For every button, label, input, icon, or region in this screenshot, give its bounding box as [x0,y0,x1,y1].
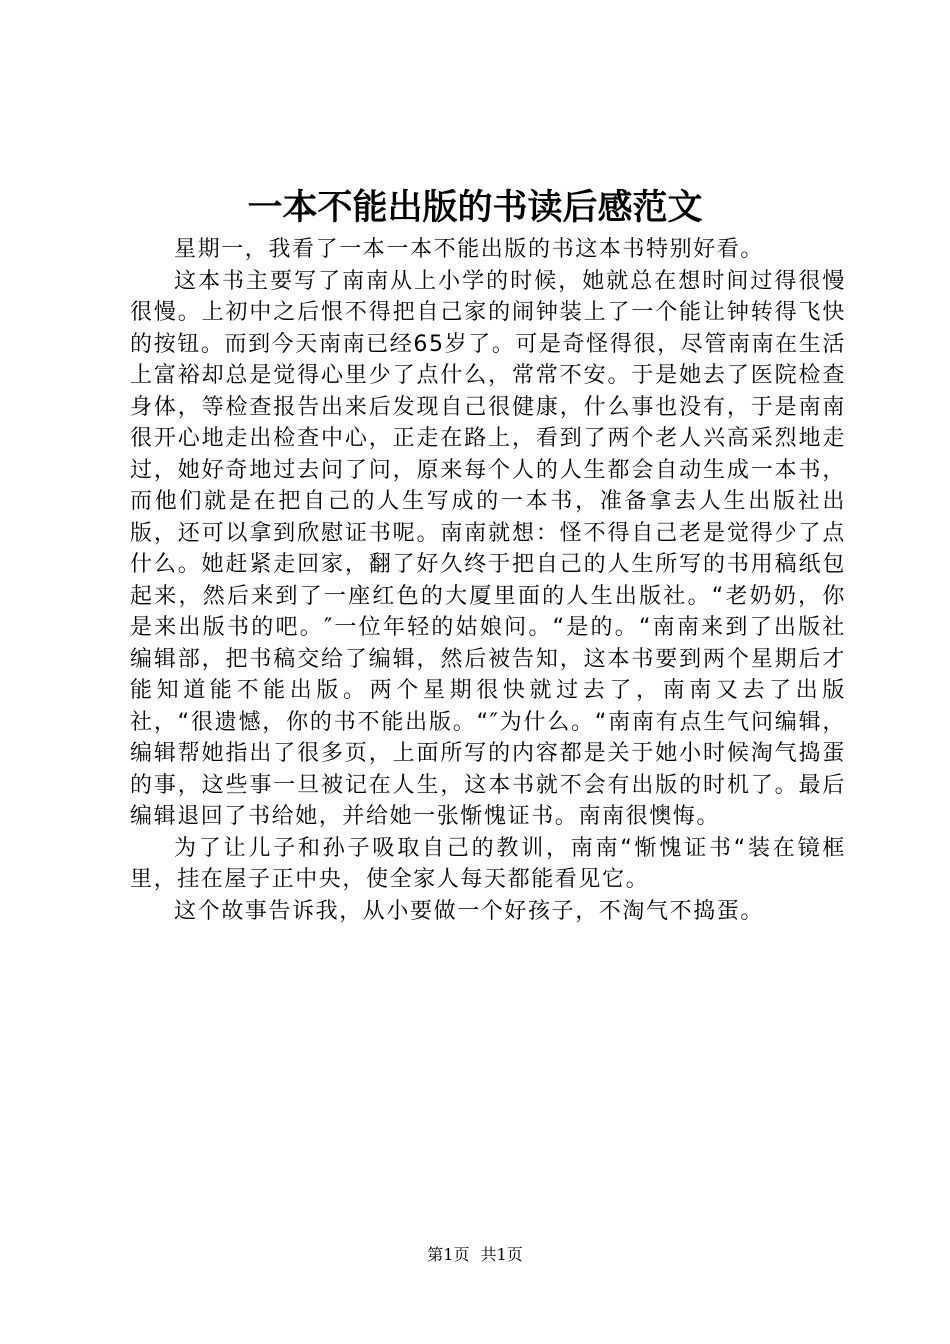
paragraph: 这本书主要写了南南从上小学的时候，她就总在想时间过得很慢很慢。上初中之后恨不得把自己家的闹钟装上了一个能让钟转得飞快的按钮。而到今天南南已经65岁了。可是奇怪得很，尽管南南在生活上富裕却总是觉得心里少了点什么，常常不安。于是她去了医院检查身体，等检查报告出来后发现自己很健康，什么事也没有，于是南南很开心地走出检查中心，正走在路上，看到了两个老人兴高采烈地走过，她好奇地过去问了问，原来每个人的人生都会自动生成一本书，而他们就是在把自己的人生写成的一本书，准备拿去人生出版社出版，还可以拿到欣慰证书呢。南南就想：怪不得自己老是觉得少了点什么。她赶紧走回家，翻了好久终于把自己的人生所写的书用稿纸包起来，然后来到了一座红色的大厦里面的人生出版社。“老奶奶，你是来出版书的吧。″一位年轻的姑娘问。“是的。“南南来到了出版社编辑部，把书稿交给了编辑，然后被告知，这本书要到两个星期后才能知道能不能出版。两个星期很快就过去了，南南又去了出版社，“很遗憾，你的书不能出版。“″为什么。“南南有点生气问编辑，编辑帮她指出了很多页，上面所写的内容都是关于她小时候淘气捣蛋的事，这些事一旦被记在人生，这本书就不会有出版的时机了。最后编辑退回了书给她，并给她一张惭愧证书。南南很懊悔。 [130,268,846,829]
paragraph: 这个故事告诉我，从小要做一个好孩子，不淘气不捣蛋。 [174,898,765,924]
document-title: 一本不能出版的书读后感范文 [247,187,703,228]
page-number-current: 第1页 [427,1245,470,1264]
paragraph: 为了让儿子和孙子吸取自己的教训，南南“惭愧证书“装在镜框里，挂在屋子正中央，使全家人每天都能看见它。 [130,835,846,892]
page-footer [0,1244,950,1266]
document-body [130,234,846,927]
page-number-total: 共1页 [480,1245,523,1264]
paragraph: 星期一，我看了一本一本不能出版的书这本书特别好看。 [174,237,765,262]
